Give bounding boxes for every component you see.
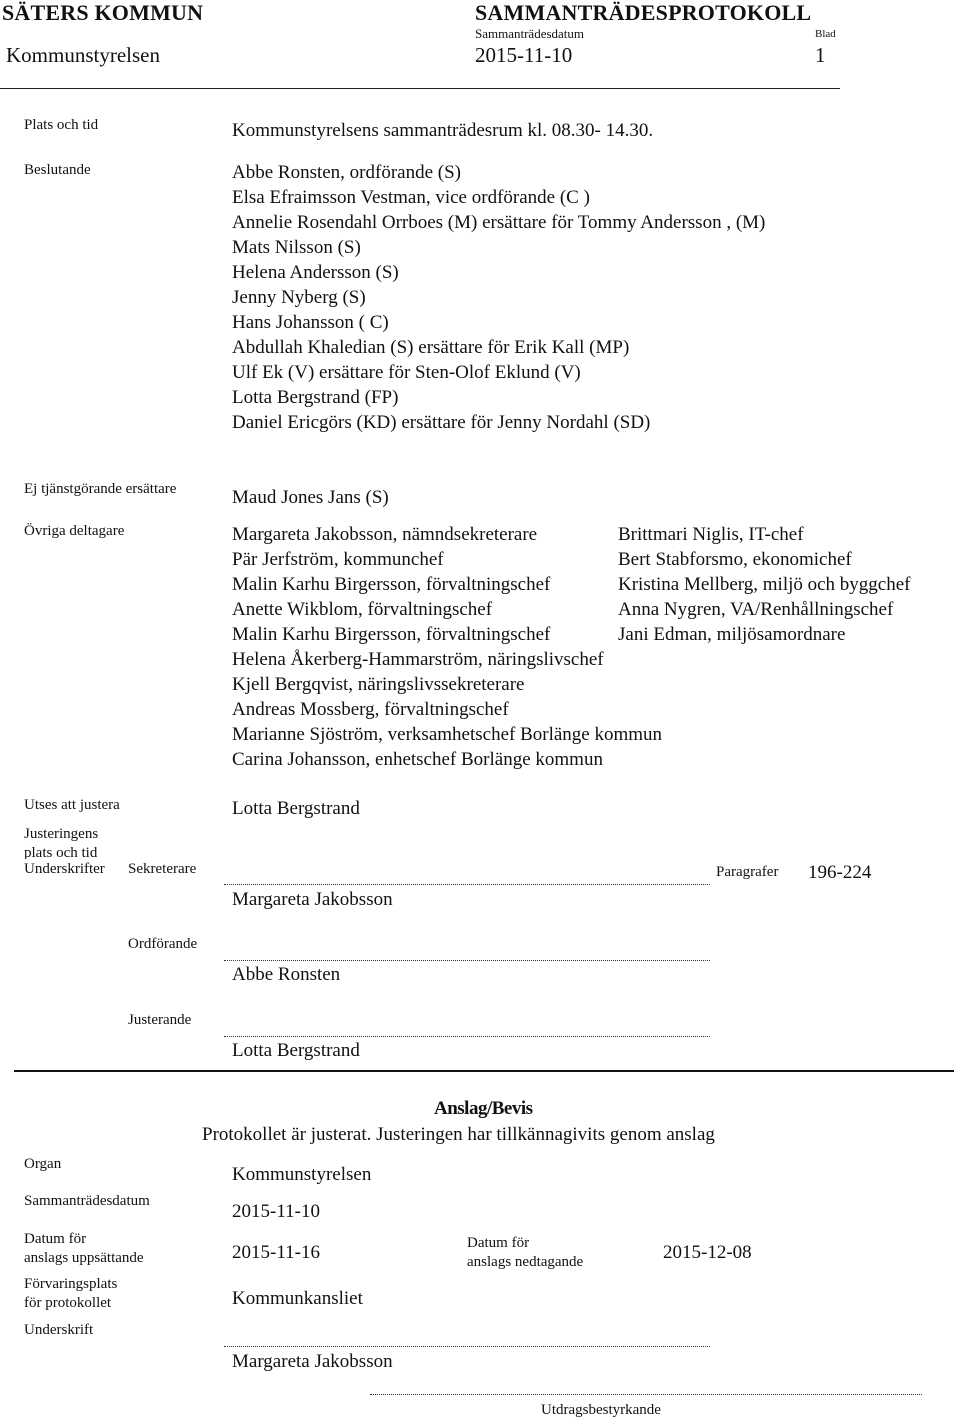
justerande-label: Justerande	[128, 1012, 192, 1028]
paragrafer-value: 196-224	[808, 862, 872, 883]
beslutande-list	[232, 160, 765, 435]
beslutande-member: Daniel Ericgörs (KD) ersättare för Jenny Nordahl (SD)	[232, 412, 651, 433]
beslutande-member: Elsa Efraimsson Vestman, vice ordförande (C )	[232, 187, 590, 208]
document-type: SAMMANTRÄDESPROTOKOLL	[475, 0, 812, 25]
ordforande-signature-line	[224, 960, 710, 961]
beslutande-member: Lotta Bergstrand (FP)	[232, 387, 399, 408]
ovriga-participant: Kjell Bergqvist, näringslivssekreterare	[232, 674, 525, 695]
date-label: Sammanträdesdatum	[475, 26, 585, 41]
justeringens-label-1: Justeringens	[24, 826, 99, 842]
ovriga-left-list	[232, 522, 662, 772]
underskrift-signature-line	[224, 1346, 710, 1347]
section-divider	[14, 1070, 954, 1072]
municipality-name: SÄTERS KOMMUN	[2, 0, 204, 25]
beslutande-member: Abbe Ronsten, ordförande (S)	[232, 162, 462, 183]
ovriga-participant: Carina Johansson, enhetschef Borlänge kommun	[232, 749, 603, 770]
beslutande-member: Hans Johansson ( C)	[232, 312, 389, 333]
beslutande-member: Abdullah Khaledian (S) ersättare för Erik Kall (MP)	[232, 337, 630, 358]
ej-tjanstgorande-label: Ej tjänstgörande ersättare	[24, 481, 177, 497]
plats-label: Plats och tid	[24, 117, 99, 133]
ovriga-label: Övriga deltagare	[24, 523, 125, 539]
ej-tjanstgorande-value: Maud Jones Jans (S)	[232, 487, 389, 508]
anslag-statement: Protokollet är justerat. Justeringen har tillkännagivits genom anslag	[202, 1124, 715, 1145]
ovriga-participant: Pär Jerfström, kommunchef	[232, 549, 444, 570]
ovriga-participant: Malin Karhu Birgersson, förvaltningschef	[232, 624, 551, 645]
beslutande-member: Ulf Ek (V) ersättare för Sten-Olof Eklund (V)	[232, 362, 581, 383]
justerande-signature-line	[224, 1036, 710, 1037]
organ-label: Organ	[24, 1156, 62, 1172]
sekreterare-name: Margareta Jakobsson	[232, 889, 393, 910]
beslutande-member: Mats Nilsson (S)	[232, 237, 361, 258]
underskrift-name: Margareta Jakobsson	[232, 1351, 393, 1372]
uppsattande-label-2: anslags uppsättande	[24, 1250, 144, 1266]
ovriga-participant: Kristina Mellberg, miljö och byggchef	[618, 574, 911, 595]
page-number: 1	[815, 43, 826, 67]
nedtagande-value: 2015-12-08	[663, 1242, 752, 1263]
utdragsbestyrkande-label: Utdragsbestyrkande	[541, 1402, 661, 1418]
nedtagande-label-2: anslags nedtagande	[467, 1254, 584, 1270]
uppsattande-value: 2015-11-16	[232, 1242, 320, 1263]
uppsattande-label-1: Datum för	[24, 1231, 87, 1247]
committee-name: Kommunstyrelsen	[6, 43, 160, 67]
ovriga-participant: Margareta Jakobsson, nämndsekreterare	[232, 524, 538, 545]
ovriga-participant: Marianne Sjöström, verksamhetschef Borlänge kommun	[232, 724, 663, 745]
underskrift-label: Underskrift	[24, 1322, 94, 1338]
ovriga-participant: Anette Wikblom, förvaltningschef	[232, 599, 493, 620]
blad-label: Blad	[815, 28, 836, 40]
sekreterare-label: Sekreterare	[128, 861, 197, 877]
justerande-name: Lotta Bergstrand	[232, 1040, 360, 1061]
ovriga-right-list	[618, 522, 911, 647]
anslag-title: Anslag/Bevis	[434, 1098, 533, 1119]
forvaring-label-1: Förvaringsplats	[24, 1276, 118, 1292]
paragrafer-label: Paragrafer	[716, 864, 779, 880]
beslutande-member: Annelie Rosendahl Orrboes (M) ersättare för Tommy Andersson , (M)	[232, 212, 766, 233]
utdrag-line	[370, 1394, 922, 1395]
nedtagande-label-1: Datum för	[467, 1235, 530, 1251]
sammantradesdatum-label: Sammanträdesdatum	[24, 1193, 150, 1209]
ovriga-participant: Malin Karhu Birgersson, förvaltningschef	[232, 574, 551, 595]
beslutande-member: Helena Andersson (S)	[232, 262, 399, 283]
ovriga-participant: Andreas Mossberg, förvaltningschef	[232, 699, 509, 720]
ovriga-participant: Brittmari Niglis, IT-chef	[618, 524, 804, 545]
ordforande-name: Abbe Ronsten	[232, 964, 341, 985]
ordforande-label: Ordförande	[128, 936, 198, 952]
beslutande-label: Beslutande	[24, 162, 91, 178]
organ-value: Kommunstyrelsen	[232, 1164, 372, 1185]
utses-value: Lotta Bergstrand	[232, 798, 360, 819]
plats-value: Kommunstyrelsens sammanträdesrum kl. 08.30- 14.30.	[232, 120, 654, 141]
beslutande-member: Jenny Nyberg (S)	[232, 287, 366, 308]
ovriga-participant: Helena Åkerberg-Hammarström, näringslivschef	[232, 649, 604, 670]
utses-label: Utses att justera	[24, 797, 120, 813]
sammantradesdatum-value: 2015-11-10	[232, 1201, 320, 1222]
meeting-date: 2015-11-10	[475, 43, 573, 67]
header-divider	[0, 88, 840, 89]
justeringens-label-2: plats och tid	[24, 845, 98, 859]
sekreterare-signature-line	[224, 884, 710, 885]
ovriga-participant: Anna Nygren, VA/Renhållningschef	[618, 599, 894, 620]
ovriga-participant: Bert Stabforsmo, ekonomichef	[618, 549, 852, 570]
forvaring-label-2: för protokollet	[24, 1295, 112, 1311]
ovriga-participant: Jani Edman, miljösamordnare	[618, 624, 846, 645]
underskrifter-label: Underskrifter	[24, 861, 105, 877]
forvaring-value: Kommunkansliet	[232, 1288, 363, 1309]
